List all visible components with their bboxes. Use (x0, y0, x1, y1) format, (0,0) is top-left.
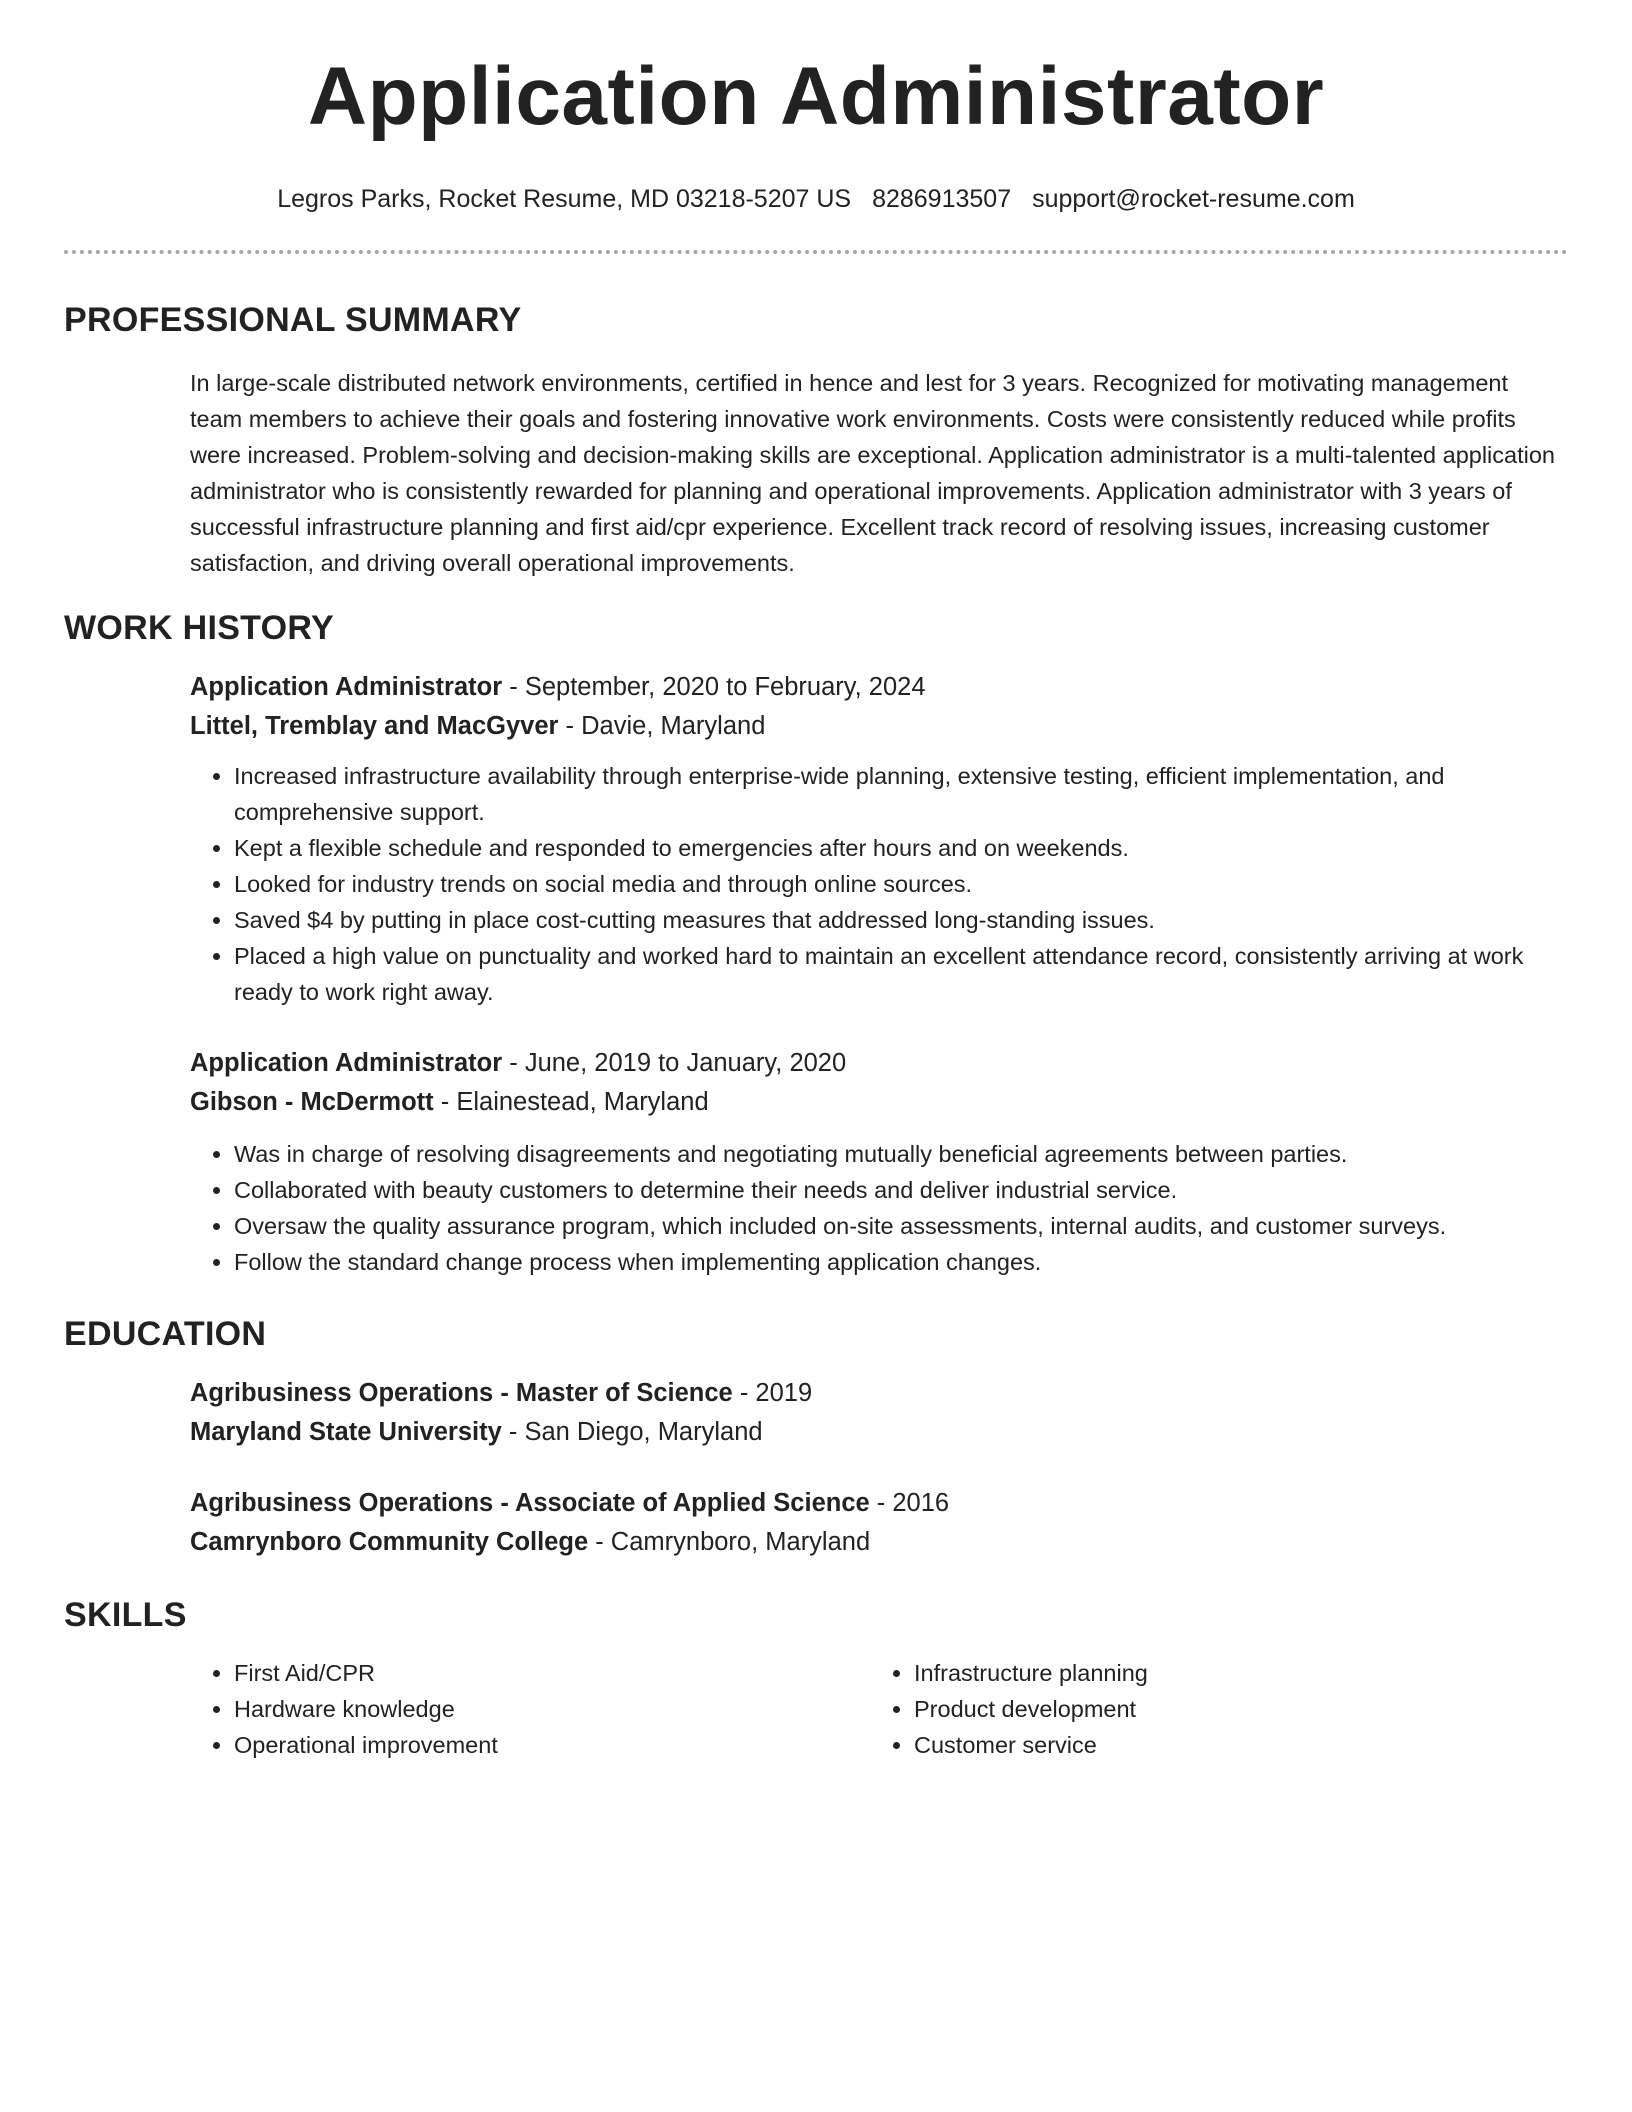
header-divider (64, 250, 1568, 254)
education-year: - 2019 (732, 1379, 813, 1407)
list-item: • Follow the standard change process when implementing application changes. (234, 1244, 1556, 1280)
skill-item: • Infrastructure planning (914, 1655, 1470, 1691)
education-location: - Camrynboro, Maryland (588, 1528, 871, 1556)
work-dates: - June, 2019 to January, 2020 (502, 1049, 847, 1077)
list-item: • Saved $4 by putting in place cost-cutting measures that addressed long-standing issues. (234, 902, 1556, 938)
contact-address: Legros Parks, Rocket Resume, MD 03218-5207 US (277, 185, 852, 213)
list-item: • Oversaw the quality assurance program, which included on-site assessments, internal audits, and customer surveys. (234, 1208, 1556, 1244)
list-item: • Increased infrastructure availability through enterprise-wide planning, extensive testing, efficient implementation, and comprehensive support. (234, 758, 1556, 830)
education-school-line (190, 1523, 1556, 1562)
work-company-line (190, 707, 1556, 746)
work-company-line (190, 1083, 1556, 1122)
work-dates: - September, 2020 to February, 2024 (502, 673, 926, 701)
skill-item: • Customer service (914, 1727, 1470, 1763)
education-degree-line (190, 1484, 1556, 1523)
education-year: - 2016 (869, 1489, 950, 1517)
education-school-line (190, 1413, 1556, 1452)
work-company: Littel, Tremblay and MacGyver (190, 712, 559, 740)
work-title: Application Administrator (190, 1049, 503, 1077)
work-company: Gibson - McDermott (190, 1088, 434, 1116)
education-school: Camrynboro Community College (190, 1528, 589, 1556)
work-title: Application Administrator (190, 673, 503, 701)
list-item: • Collaborated with beauty customers to determine their needs and deliver industrial service. (234, 1172, 1556, 1208)
summary-text: In large-scale distributed network environments, certified in hence and lest for 3 years. Recognized for motivating management team members to achieve their goals and fostering innovative work environments. Costs were consistently reduced while profits were increased. Problem-solving and decision-making skills are exceptional. Application administrator is a multi-talented application administrator who is consistently rewarded for planning and operational improvements. Application administrator with 3 years of successful infrastructure planning and first aid/cpr experience. Excellent track record of resolving issues, increasing customer satisfaction, and driving overall operational improvements. (190, 370, 1555, 576)
work-bullets (190, 1136, 1556, 1280)
skill-item: • Product development (914, 1691, 1470, 1727)
skills-list-right (870, 1655, 1470, 1763)
contact-line (0, 181, 1632, 217)
skill-item: • Operational improvement (234, 1727, 790, 1763)
skill-item: • First Aid/CPR (234, 1655, 790, 1691)
contact-email: support@rocket-resume.com (1032, 185, 1355, 213)
education-entry (190, 1484, 1556, 1562)
section-title-work: WORK HISTORY (64, 609, 334, 647)
skill-item: • Hardware knowledge (234, 1691, 790, 1727)
work-location: - Davie, Maryland (558, 712, 766, 740)
contact-phone: 8286913507 (872, 185, 1012, 213)
work-title-line (190, 1044, 1556, 1083)
section-title-education: EDUCATION (64, 1315, 267, 1353)
work-bullets (190, 758, 1556, 1010)
list-item: • Kept a flexible schedule and responded to emergencies after hours and on weekends. (234, 830, 1556, 866)
skills-column-left (190, 1655, 790, 1763)
education-degree: Agribusiness Operations - Master of Science (190, 1379, 733, 1407)
education-entry (190, 1374, 1556, 1452)
skills-list-left (190, 1655, 790, 1763)
education-degree: Agribusiness Operations - Associate of Applied Science (190, 1489, 870, 1517)
section-title-summary: PROFESSIONAL SUMMARY (64, 301, 522, 339)
resume-name: Application Administrator (307, 51, 1325, 142)
list-item: • Placed a high value on punctuality and worked hard to maintain an excellent attendance record, consistently arriving at work ready to work right away. (234, 938, 1556, 1010)
work-title-line (190, 668, 1556, 707)
education-location: - San Diego, Maryland (501, 1418, 763, 1446)
list-item: • Was in charge of resolving disagreements and negotiating mutually beneficial agreements between parties. (234, 1136, 1556, 1172)
section-title-skills: SKILLS (64, 1596, 187, 1634)
education-school: Maryland State University (190, 1418, 502, 1446)
list-item: • Looked for industry trends on social media and through online sources. (234, 866, 1556, 902)
work-location: - Elainestead, Maryland (433, 1088, 709, 1116)
work-entry (190, 1044, 1556, 1280)
education-degree-line (190, 1374, 1556, 1413)
skills-column-right (870, 1655, 1470, 1763)
work-entry (190, 668, 1556, 1010)
